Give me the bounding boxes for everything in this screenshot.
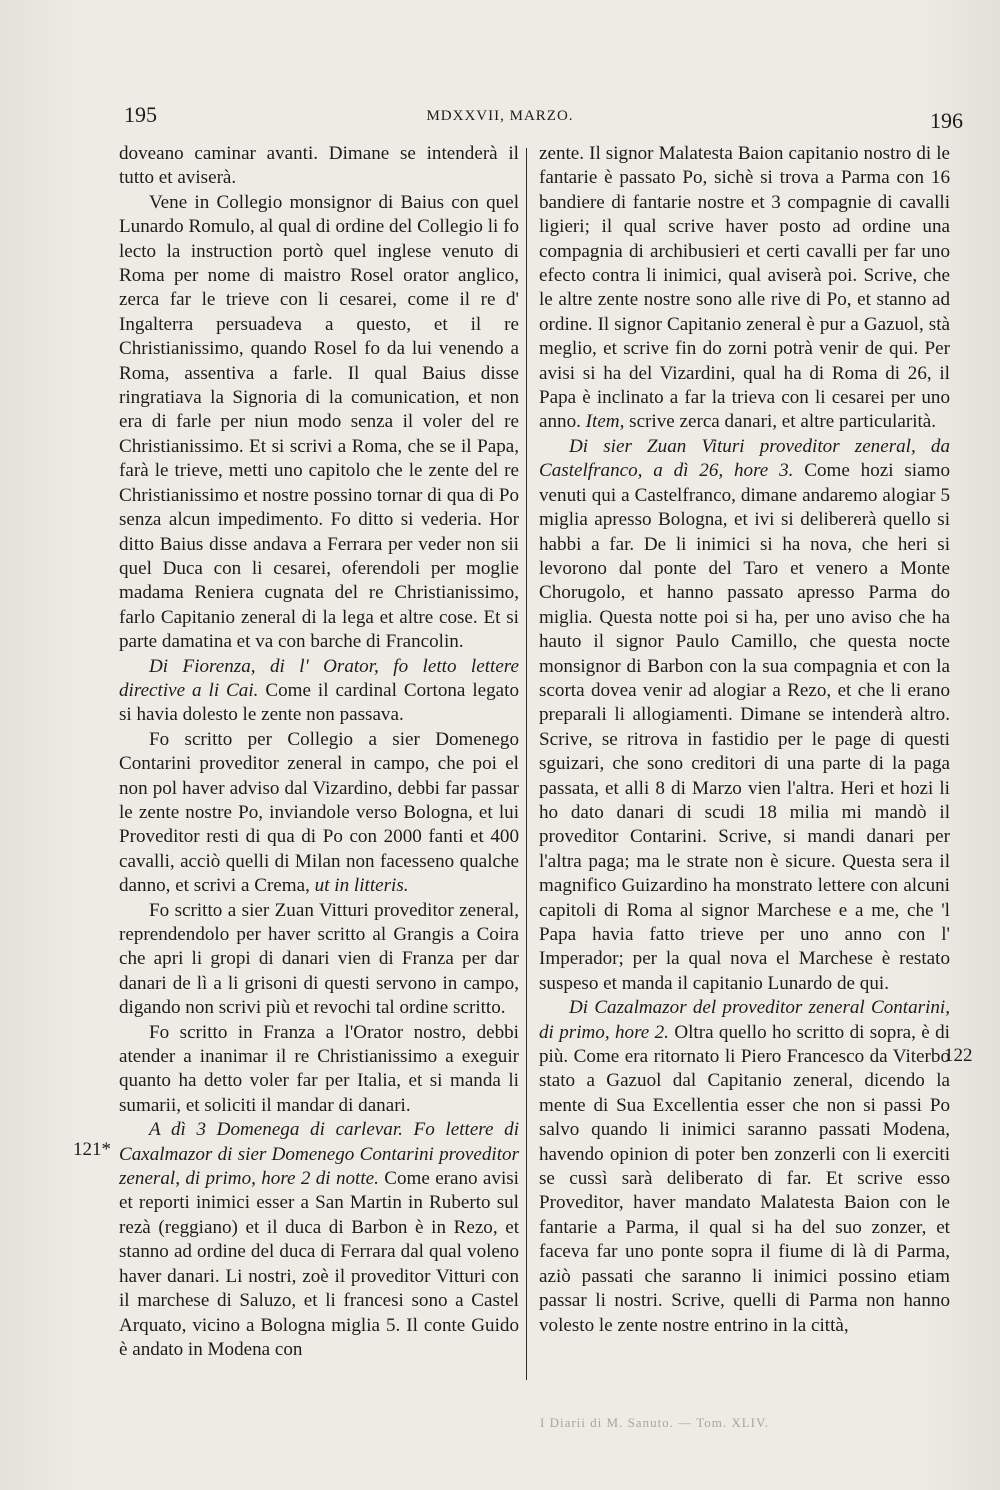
paragraph-text: Vene in Collegio monsignor di Baius con quel Lunardo Romulo, al qual di ordine del Collegio li fo lecto la instruction portò quel inglese venuto di Roma per nome di maistro Rosel orator anglico, zerca far le trieve con li cesarei, come il re d' Ingalterra persuadeva a questo, et il re Christianissimo, quando Rosel fo da lui venendo a Roma, assentiva a farle. Il qual Baius disse ringratiava la Signoria di la comunication, et non era di farle per niun modo senza il voler del re Christianissimo. Et si scrivi a Roma, che se il Papa, farà le trieve, metti uno capitolo che le zente del re Christianissimo et nostre possino tornar di qua di Po senza alcun impedimento. Fo ditto si vederia. Hor ditto Baius disse andava a Ferrara per veder non sii quel Duca con li cesarei, oferendoli per moglie madama Reniera cugnata del re Christianissimo, farlo Capitanio zeneral di la lega et altre cose. Et si parte damatina et va con barche di Francolin. [119, 191, 519, 653]
paragraph-text: Come il cardinal Cortona legato si havia dolesto le zente non passava. [119, 679, 519, 726]
italic-heading: Di Cazalmazor del proveditor zeneral Contarini, di primo, hore 2. [539, 997, 950, 1043]
right-margin-number: 122 [944, 1045, 973, 1066]
paragraph-text: doveano caminar avanti. Dimane se intenderà il tutto et aviserà. [119, 143, 519, 189]
column-divider [526, 148, 527, 1380]
italic-heading: Di Fiorenza, di l' Orator, fo letto lettere directive a li Cai. [119, 655, 519, 701]
italic-phrase: ut in litteris. [314, 875, 409, 897]
paragraph-text: Fo scritto in Franza a l'Orator nostro, debbi atender a inanimar il re Christianissimo a exeguir quanto ha detto voler far per Italia, et si manda li sumarii, et soliciti il mandar di danari. [119, 1021, 519, 1116]
left-page-number: 195 [124, 102, 157, 127]
paragraph-text: Fo scritto a sier Zuan Vitturi proveditor zeneral, reprendendolo per haver scritto al Grangis a Coira che apri li gropi di danari vien di Franza per dar danari de lì a li grisoni di questi servono in campo, digando non scrivi più et revochi tal ordine scritto. [119, 899, 519, 1019]
paragraph [539, 142, 950, 435]
paragraph-text: Fo scritto per Collegio a sier Domenego Contarini proveditor zeneral in campo, che poi el non pol haver adviso dal Vizardino, debbi far passar le zente nostre Po, inviandole verso Bologna, et lui Proveditor resti di qua di Po con 2000 fanti et 400 cavalli, acciò quelli di Milan non facesseno qualche danno, et scrivi a Crema, [119, 728, 519, 897]
paragraph [119, 728, 519, 899]
right-page-number: 196 [930, 108, 963, 133]
running-head: MDXXVII, MARZO. [426, 108, 574, 124]
paragraph [539, 996, 950, 1338]
italic-heading: A dì 3 Domenega di carlevar. Fo lettere di Caxalmazor di sier Domenego Contarini proveditor zeneral, di primo, hore 2 di notte. [119, 1119, 519, 1190]
paragraph [119, 1118, 519, 1362]
paragraph-text: scrive zerca danari, et altre particularità. [624, 411, 937, 433]
page-header [0, 98, 1000, 138]
paragraph [119, 142, 519, 191]
paragraph-text: Come hozi siamo venuti qui a Castelfranco, dimane andaremo alogiar 5 miglia apresso Bologna, et ivi si delibererà quello si habbi a far. De li inimici si ha nova, che heri si levorono dal ponte del Taro et venero a Monte Chorugolo, et hanno passato apresso Parma do miglia. Questa notte poi si ha, per uno aviso che ha hauto il signor Paulo Camillo, che questa nocte monsignor di Barbon con la sua compagnia et con la scorta dovea venir ad alogiar a Rezo, et che li erano preparali li allogiamenti. Dimane se intenderà altro. Scrive, se ritrova in fastidio per le page di questi sguizari, che sono creditori di una parte di la paga passata, et alli 8 di Marzo vien l'altra. Heri et hozi li ho dato danari di scudi 18 milia mi mandò il proveditor Contarini. Scrive, si mandi danari per l'altra paga; ma le strate non è sicure. Questa sera il magnifico Guizardino ha monstrato lettere con alcuni capitoli di Roma al signor Marchese e a me, che 'l Papa havia fatto trieve per uno anno con l' Imperador; per la qual nova el Marchese è restato suspeso et manda il capitanio Lunardo de qui. [539, 460, 950, 994]
paragraph-text: zente. Il signor Malatesta Baion capitanio nostro di le fantarie è passato Po, sichè si trova a Parma con 16 bandiere di fantarie nostre et 3 compagnie di cavalli ligieri; il qual scrive haver posto ad ordine una compagnia di archibusieri et certi cavalli per far uno efecto contra li inimici, qual aviserà poi. Scrive, che le altre zente nostre sono alle rive di Po, et stanno ad ordine. Il signor Capitanio zeneral è pur a Gazuol, stà meglio, et scrive fin do zorni potrà venir de qui. Per avisi si ha del Vizardini, qual ha di Roma di 26, il Papa è inclinato a far la trieva con li cesarei per uno anno. [539, 143, 950, 433]
paragraph [119, 191, 519, 655]
paragraph-text: Oltra quello ho scritto di sopra, è di più. Come era ritornato li Piero Francesco da Viterbo stato a Gazuol dal Capitanio zeneral, dicendo la mente di Sua Excellentia esser che non si passi Po salvo quando li inimici saranno passati Modena, havendo opinion di poter ben zonzerli con li exerciti se cussì sarà deliberato di far. Et scrive esso Proveditor, haver mandato Malatesta Baion con le fantarie a Parma, il qual si ha del suo zonzer, et faceva far uno ponte sopra il fiume di là di Parma, aziò passati che saranno li inimici possino etiam passar li nostri. Scrive, quelli di Parma non hanno volesto le zente nostre entrino in la città, [539, 1021, 950, 1336]
paragraph [119, 655, 519, 728]
left-column [119, 142, 519, 1362]
italic-heading: Di sier Zuan Vituri proveditor zeneral, da Castelfranco, a dì 26, hore 3. [539, 435, 950, 482]
page-footer: I Diarii di M. Sanuto. — Tom. XLIV. [540, 1415, 769, 1430]
right-column [539, 142, 950, 1338]
paragraph-text: Come erano avisi et reporti inimici esser a San Martin in Ruberto sul rezà (reggiano) et il duca di Barbon è in Rezo, et stanno ad ordine del duca di Ferrara dal qual voleno haver danari. Li nostri, zoè il proveditor Vitturi con il marchese di Saluzo, et li francesi sono a Castel Arquato, vicino a Bologna miglia 5. Il conte Guido è andato in Modena con [119, 1168, 519, 1360]
italic-phrase: Item, [585, 411, 625, 433]
left-margin-number: 121* [73, 1139, 111, 1160]
paragraph [539, 435, 950, 996]
paragraph [119, 899, 519, 1021]
paragraph [119, 1021, 519, 1119]
